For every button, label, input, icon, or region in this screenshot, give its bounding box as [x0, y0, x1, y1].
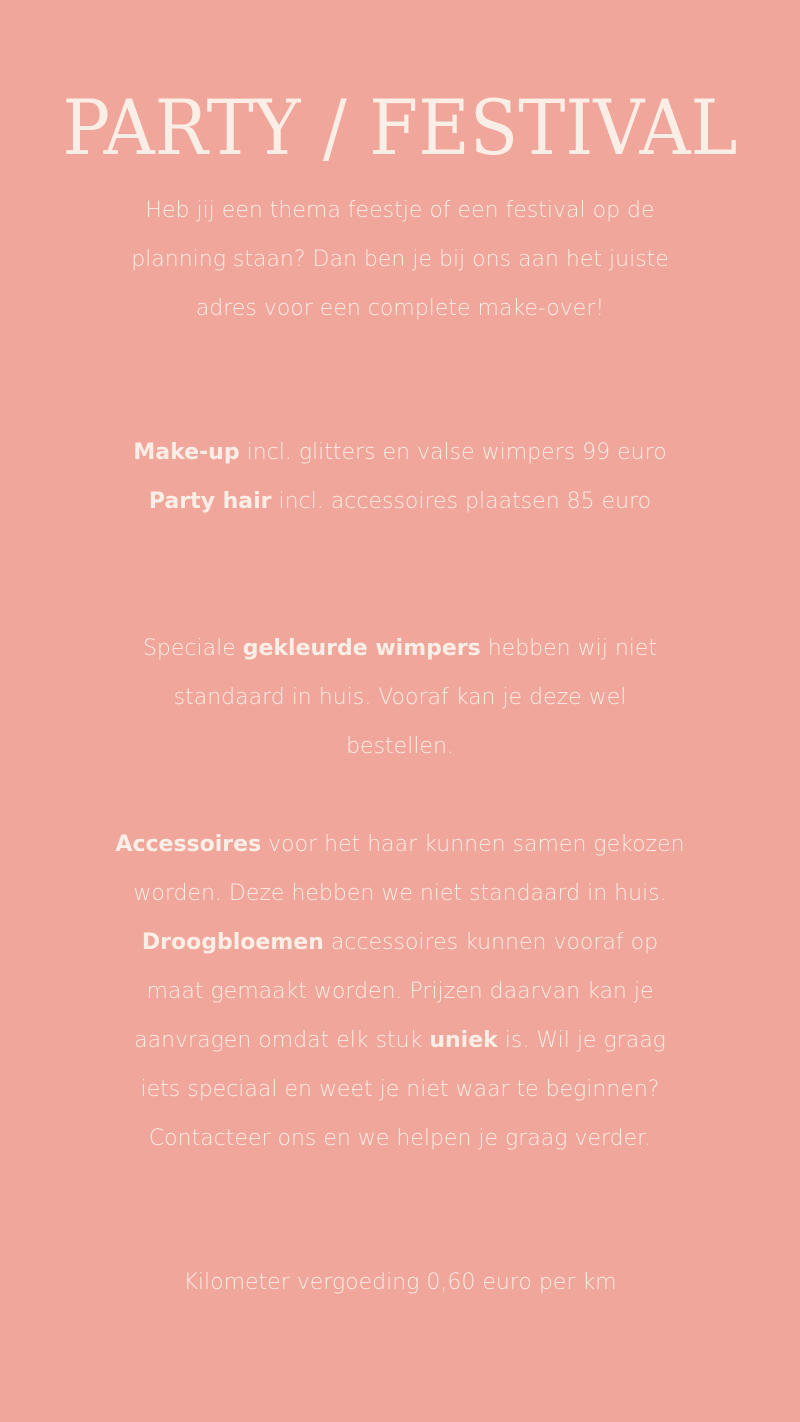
price-label-makeup: Make-up: [133, 440, 240, 465]
accessories-text: is. Wil je graag: [497, 1028, 666, 1053]
droogbloemen-highlight: Droogbloemen: [141, 930, 324, 955]
price-text-hair: incl. accessoires plaatsen 85 euro: [271, 489, 652, 514]
accessories-text: accessoires kunnen vooraf op: [323, 930, 659, 955]
lashes-paragraph: [0, 624, 800, 771]
intro-line: adres voor een complete make-over!: [195, 296, 605, 321]
lashes-highlight: gekleurde wimpers: [242, 636, 481, 661]
accessories-line: worden. Deze hebben we niet standaard in huis.: [133, 881, 667, 906]
accessories-text: voor het haar kunnen samen gekozen: [261, 832, 685, 857]
intro-line: Heb jij een thema feestje of een festival op de: [145, 198, 655, 223]
intro-line: planning staan? Dan ben je bij ons aan het juiste: [131, 247, 669, 272]
uniek-highlight: uniek: [429, 1028, 498, 1053]
accessories-highlight: Accessoires: [115, 832, 262, 857]
accessories-line: [0, 918, 800, 967]
accessories-line: [0, 1016, 800, 1065]
accessories-line: maat gemaakt worden. Prijzen daarvan kan je: [146, 979, 654, 1004]
price-item-makeup: [0, 428, 800, 477]
accessories-paragraph: [0, 820, 800, 1163]
lashes-text: Speciale: [142, 636, 243, 661]
lashes-line: [0, 624, 800, 673]
intro-paragraph: [0, 186, 800, 333]
lashes-line: standaard in huis. Vooraf kan je deze wel: [173, 685, 627, 710]
km-fee: [0, 1258, 800, 1307]
price-text-makeup: incl. glitters en valse wimpers 99 euro: [239, 440, 667, 465]
km-fee-text: Kilometer vergoeding 0,60 euro per km: [183, 1270, 617, 1295]
page-title: PARTY / FESTIVAL: [62, 83, 738, 172]
accessories-line: Contacteer ons en we helpen je graag verder.: [148, 1126, 652, 1151]
lashes-text: hebben wij niet: [480, 636, 658, 661]
accessories-line: [0, 820, 800, 869]
accessories-text: aanvragen omdat elk stuk: [134, 1028, 430, 1053]
price-list: [0, 428, 800, 526]
price-item-hair: [0, 477, 800, 526]
lashes-line: bestellen.: [346, 734, 454, 759]
accessories-line: iets speciaal en weet je niet waar te beginnen?: [140, 1077, 660, 1102]
price-label-hair: Party hair: [148, 489, 272, 514]
